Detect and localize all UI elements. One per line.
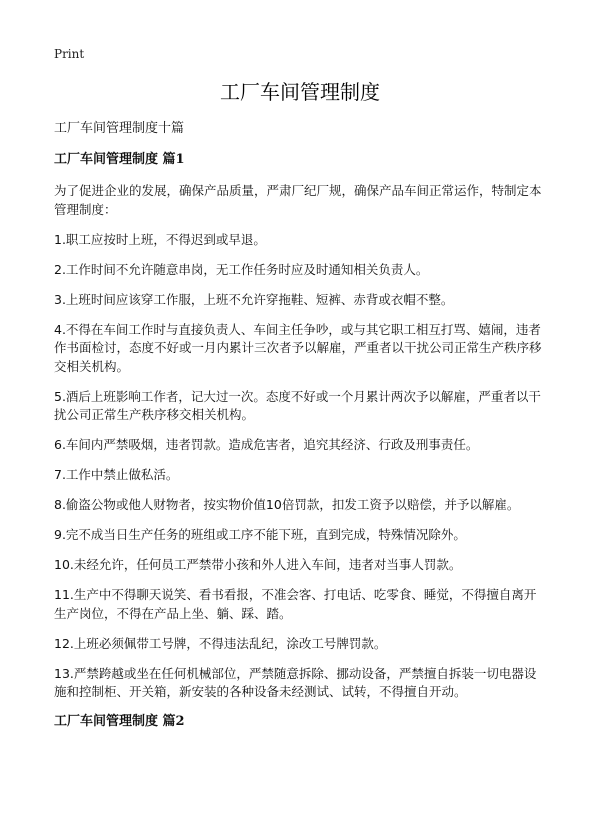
- rule-item: 9.完不成当日生产任务的班组或工序不能下班，直到完成，特殊情况除外。: [54, 527, 466, 542]
- rule-item: 2.工作时间不允许随意串岗，无工作任务时应及时通知相关负责人。: [54, 261, 429, 277]
- rule-item: 3.上班时间应该穿工作服，上班不允许穿拖鞋、短裤、赤背或衣帽不整。: [54, 291, 454, 307]
- rule-item: 8.偷盗公物或他人财物者，按实物价值10倍罚款，扣发工资予以赔偿，并予以解雇。: [54, 497, 520, 512]
- section-heading-2: 工厂车间管理制度 篇2: [54, 714, 185, 729]
- rule-item: 6.车间内严禁吸烟，违者罚款。造成危害者，追究其经济、行政及刑事责任。: [54, 437, 479, 452]
- rules-list: [54, 231, 546, 702]
- page-title: 工厂车间管理制度: [220, 80, 380, 104]
- rule-item: 10.未经允许，任何员工严禁带小孩和外人进入车间，违者对当事人罚款。: [54, 557, 462, 572]
- rule-item: 13.严禁跨越或坐在任何机械部位，严禁随意拆除、挪动设备，严禁擅自拆装一切电器设施和控制柜、开关箱，新安装的各种设备未经测试、试转，不得擅自开动。: [54, 665, 537, 699]
- intro-paragraph: 为了促进企业的发展，确保产品质量，严肃厂纪厂规，确保产品车间正常运作，特制定本管理制度：: [54, 183, 542, 217]
- rule-item: 4.不得在车间工作时与直接负责人、车间主任争吵，或与其它职工相互打骂、嬉闹，违者作书面检讨，态度不好或一月内累计三次者予以解雇，严重者以干扰公司正常生产秩序移交相关机构。: [54, 321, 542, 374]
- rule-item: 12.上班必须佩带工号牌，不得违法乱纪，涂改工号牌罚款。: [54, 635, 387, 651]
- print-link[interactable]: Print: [54, 47, 85, 61]
- rule-item: 1.职工应按时上班，不得迟到或早退。: [54, 231, 266, 247]
- rule-item: 7.工作中禁止做私活。: [54, 467, 179, 482]
- document-body: [54, 120, 546, 744]
- rule-item: 5.酒后上班影响工作者，记大过一次。态度不好或一个月累计两次予以解雇，严重者以干扰公司正常生产秩序移交相关机构。: [54, 388, 541, 422]
- rule-item: 11.生产中不得聊天说笑、看书看报，不准会客、打电话、吃零食、睡觉，不得擅自离开生产岗位，不得在产品上坐、躺、踩、踏。: [54, 587, 537, 621]
- document-subtitle: 工厂车间管理制度十篇: [54, 121, 185, 136]
- section-heading-1: 工厂车间管理制度 篇1: [54, 152, 185, 167]
